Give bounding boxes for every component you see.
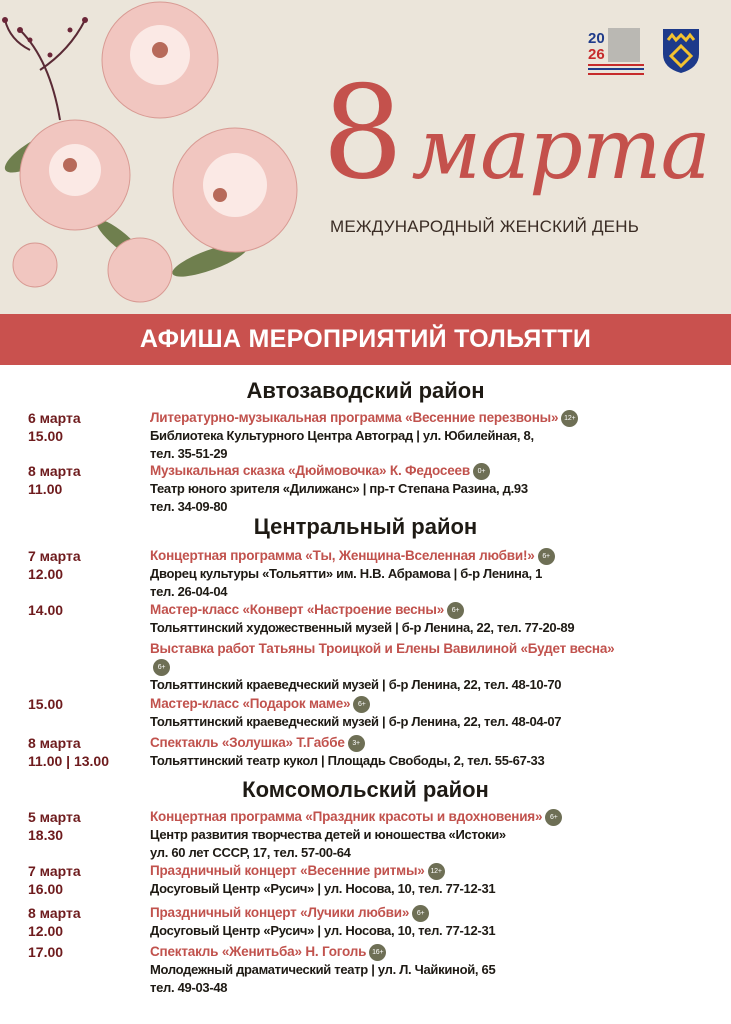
event-venue-line: Библиотека Культурного Центра Автоград | ул. Юбилейная, 8, <box>150 428 534 443</box>
event-venue-line: Тольяттинский краеведческий музей | б-р Ленина, 22, тел. 48-10-70 <box>150 677 562 692</box>
age-rating-badge: 3+ <box>348 735 365 752</box>
holiday-title <box>322 59 722 208</box>
event-title <box>150 734 725 752</box>
event-date: 15.00 <box>28 696 64 712</box>
event-title <box>150 808 725 826</box>
event-title-text: Мастер-класс «Подарок маме» <box>150 696 351 711</box>
event-venue-line: тел. 26-04-04 <box>150 584 228 599</box>
event-title <box>150 904 725 922</box>
event-title-text: Музыкальная сказка «Дюймовочка» К. Федосеев <box>150 463 470 478</box>
age-rating-badge: 16+ <box>369 944 386 961</box>
svg-text:20: 20 <box>588 30 605 47</box>
event-title <box>150 601 725 619</box>
event-venue-line: ул. 60 лет СССР, 17, тел. 57-00-64 <box>150 845 351 860</box>
event-venue-line: Центр развития творчества детей и юношества «Истоки» <box>150 827 506 842</box>
event-body <box>150 695 725 731</box>
age-rating-badge: 6+ <box>412 905 429 922</box>
event-body <box>150 734 725 770</box>
event-title-text: Выставка работ Татьяны Троицкой и Елены Вавилиной «Будет весна» <box>150 641 615 656</box>
event-body <box>150 601 725 637</box>
event-venue-line: Тольяттинский театр кукол | Площадь Свободы, 2, тел. 55-67-33 <box>150 753 545 768</box>
event-date: 14.00 <box>28 602 64 618</box>
event-title-text: Праздничный концерт «Весенние ритмы» <box>150 863 425 878</box>
event-date: 6 марта 15.00 <box>28 410 81 444</box>
event-title-text: Праздничный концерт «Лучики любви» <box>150 905 410 920</box>
event-date: 8 марта 11.00 <box>28 463 81 497</box>
event-venue-line: Дворец культуры «Тольятти» им. Н.В. Абрамова | б-р Ленина, 1 <box>150 566 543 581</box>
event-venue-line: тел. 34-09-80 <box>150 499 228 514</box>
event-venue-line: Досуговый Центр «Русич» | ул. Носова, 10, тел. 77-12-31 <box>150 923 496 938</box>
event-date: 5 марта 18.30 <box>28 809 81 843</box>
event-venue-line: Досуговый Центр «Русич» | ул. Носова, 10, тел. 77-12-31 <box>150 881 496 896</box>
event-venue-line: Тольяттинский художественный музей | б-р Ленина, 22, тел. 77-20-89 <box>150 620 575 635</box>
title-word: марта <box>411 100 710 198</box>
age-rating-badge: 6+ <box>538 548 555 565</box>
event-title-text: Мастер-класс «Конверт «Настроение весны» <box>150 602 445 617</box>
event-title-text: Концертная программа «Праздник красоты и вдохновения» <box>150 809 543 824</box>
age-rating-badge: 6+ <box>545 809 562 826</box>
event-title <box>150 547 725 565</box>
event-body <box>150 862 725 898</box>
event-title <box>150 640 620 676</box>
age-rating-badge: 0+ <box>473 463 490 480</box>
event-venue-line: тел. 35-51-29 <box>150 446 228 461</box>
event-venue-line: тел. 49-03-48 <box>150 980 228 995</box>
svg-text:26: 26 <box>588 46 605 63</box>
event-title <box>150 943 725 961</box>
age-rating-badge: 6+ <box>353 696 370 713</box>
event-title-text: Концертная программа «Ты, Женщина-Вселенная любви!» <box>150 548 535 563</box>
title-number: 8 <box>322 59 404 208</box>
age-rating-badge: 12+ <box>561 410 578 427</box>
poster-header <box>0 0 731 314</box>
event-date: 8 марта 11.00 | 13.00 <box>28 735 109 769</box>
age-rating-badge: 6+ <box>153 659 170 676</box>
event-title-text: Спектакль «Золушка» Т.Габбе <box>150 735 345 750</box>
event-venue-line: Театр юного зрителя «Дилижанс» | пр-т Степана Разина, д.93 <box>150 481 528 496</box>
tolyatti-coat-of-arms <box>662 28 700 74</box>
event-venue-line: Тольяттинский краеведческий музей | б-р Ленина, 22, тел. 48-04-07 <box>150 714 562 729</box>
flowers-illustration <box>0 0 330 314</box>
district-heading: Автозаводский район <box>246 378 485 403</box>
event-body <box>150 943 725 997</box>
district-heading: Комсомольский район <box>242 777 489 802</box>
holiday-subtitle: МЕЖДУНАРОДНЫЙ ЖЕНСКИЙ ДЕНЬ <box>330 217 640 236</box>
event-title <box>150 695 725 713</box>
event-title <box>150 862 725 880</box>
event-title-text: Спектакль «Женитьба» Н. Гоголь <box>150 944 367 959</box>
event-body <box>150 904 725 940</box>
age-rating-badge: 12+ <box>428 863 445 880</box>
events-banner: АФИША МЕРОПРИЯТИЙ ТОЛЬЯТТИ <box>0 314 731 365</box>
event-body <box>150 462 725 516</box>
event-date: 7 марта 16.00 <box>28 863 81 897</box>
age-rating-badge: 6+ <box>447 602 464 619</box>
event-date: 17.00 <box>28 944 64 960</box>
event-body <box>150 547 725 601</box>
event-body <box>150 409 725 463</box>
event-date: 8 марта 12.00 <box>28 905 81 939</box>
event-venue-line: Молодежный драматический театр | ул. Л. Чайкиной, 65 <box>150 962 496 977</box>
event-body <box>150 640 725 694</box>
district-heading: Центральный район <box>253 514 478 539</box>
event-body <box>150 808 725 862</box>
event-title <box>150 462 725 480</box>
event-title <box>150 409 725 427</box>
event-date: 7 марта 12.00 <box>28 548 81 582</box>
event-title-text: Литературно-музыкальная программа «Весенние перезвоны» <box>150 410 559 425</box>
